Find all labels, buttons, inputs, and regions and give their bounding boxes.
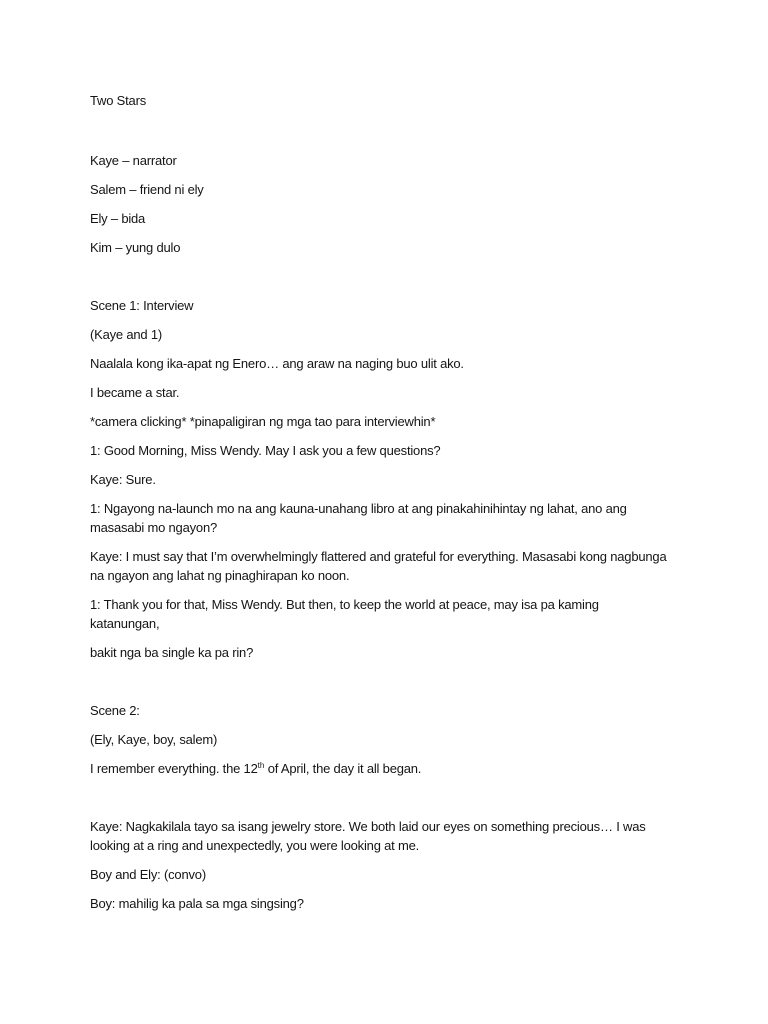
script-line: 1: Ngayong na-launch mo na ang kauna-unahang libro at ang pinakahinihintay ng lahat, ano ang xyxy=(90,501,627,516)
script-paragraph xyxy=(90,412,435,431)
script-paragraph xyxy=(90,865,206,884)
script-line: Kaye: Sure. xyxy=(90,472,156,487)
script-line: looking at a ring and unexpectedly, you were looking at me. xyxy=(90,838,420,853)
script-paragraph xyxy=(90,817,646,855)
script-paragraph xyxy=(90,354,464,373)
script-line: na ngayon ang lahat ng pinaghirapan ko noon. xyxy=(90,568,350,583)
ordinal-superscript: th xyxy=(257,761,265,770)
script-line: masasabi mo ngayon? xyxy=(90,520,217,535)
script-line: I became a star. xyxy=(90,385,180,400)
script-line: Kaye: Nagkakilala tayo sa isang jewelry store. We both laid our eyes on something precious… I was xyxy=(90,819,646,834)
script-line: Boy and Ely: (convo) xyxy=(90,867,206,882)
script-paragraph xyxy=(90,499,627,537)
cast-item: Ely – bida xyxy=(90,211,146,226)
script-line: Naalala kong ika-apat ng Enero… ang araw na naging buo ulit ako. xyxy=(90,356,464,371)
script-line: Kaye: I must say that I’m overwhelmingly flattered and grateful for everything. Masasabi kong nagbunga xyxy=(90,549,667,564)
script-line: katanungan, xyxy=(90,616,160,631)
script-paragraph xyxy=(90,759,421,778)
scene-heading: Scene 1: Interview xyxy=(90,298,194,313)
script-line: Boy: mahilig ka pala sa mga singsing? xyxy=(90,896,304,911)
cast-item: Kaye – narrator xyxy=(90,153,177,168)
scene-participants: (Kaye and 1) xyxy=(90,327,163,342)
script-paragraph xyxy=(90,441,440,460)
script-paragraph xyxy=(90,383,179,402)
cast-item: Kim – yung dulo xyxy=(90,240,181,255)
script-line: *camera clicking* *pinapaligiran ng mga tao para interviewhin* xyxy=(90,414,436,429)
script-text: of April, the day it all began. xyxy=(264,761,422,776)
document-title: Two Stars xyxy=(90,93,146,108)
script-line: 1: Thank you for that, Miss Wendy. But then, to keep the world at peace, may isa pa kaming xyxy=(90,597,599,612)
script-line: bakit nga ba single ka pa rin? xyxy=(90,645,254,660)
script-paragraph xyxy=(90,595,599,633)
script-line: 1: Good Morning, Miss Wendy. May I ask you a few questions? xyxy=(90,443,441,458)
script-paragraph xyxy=(90,470,156,489)
scene-heading: Scene 2: xyxy=(90,703,140,718)
script-paragraph xyxy=(90,643,253,662)
cast-item: Salem – friend ni ely xyxy=(90,182,204,197)
script-paragraph xyxy=(90,894,304,913)
scene-participants: (Ely, Kaye, boy, salem) xyxy=(90,732,218,747)
script-text: I remember everything. the 12 xyxy=(90,761,258,776)
script-paragraph xyxy=(90,547,666,585)
